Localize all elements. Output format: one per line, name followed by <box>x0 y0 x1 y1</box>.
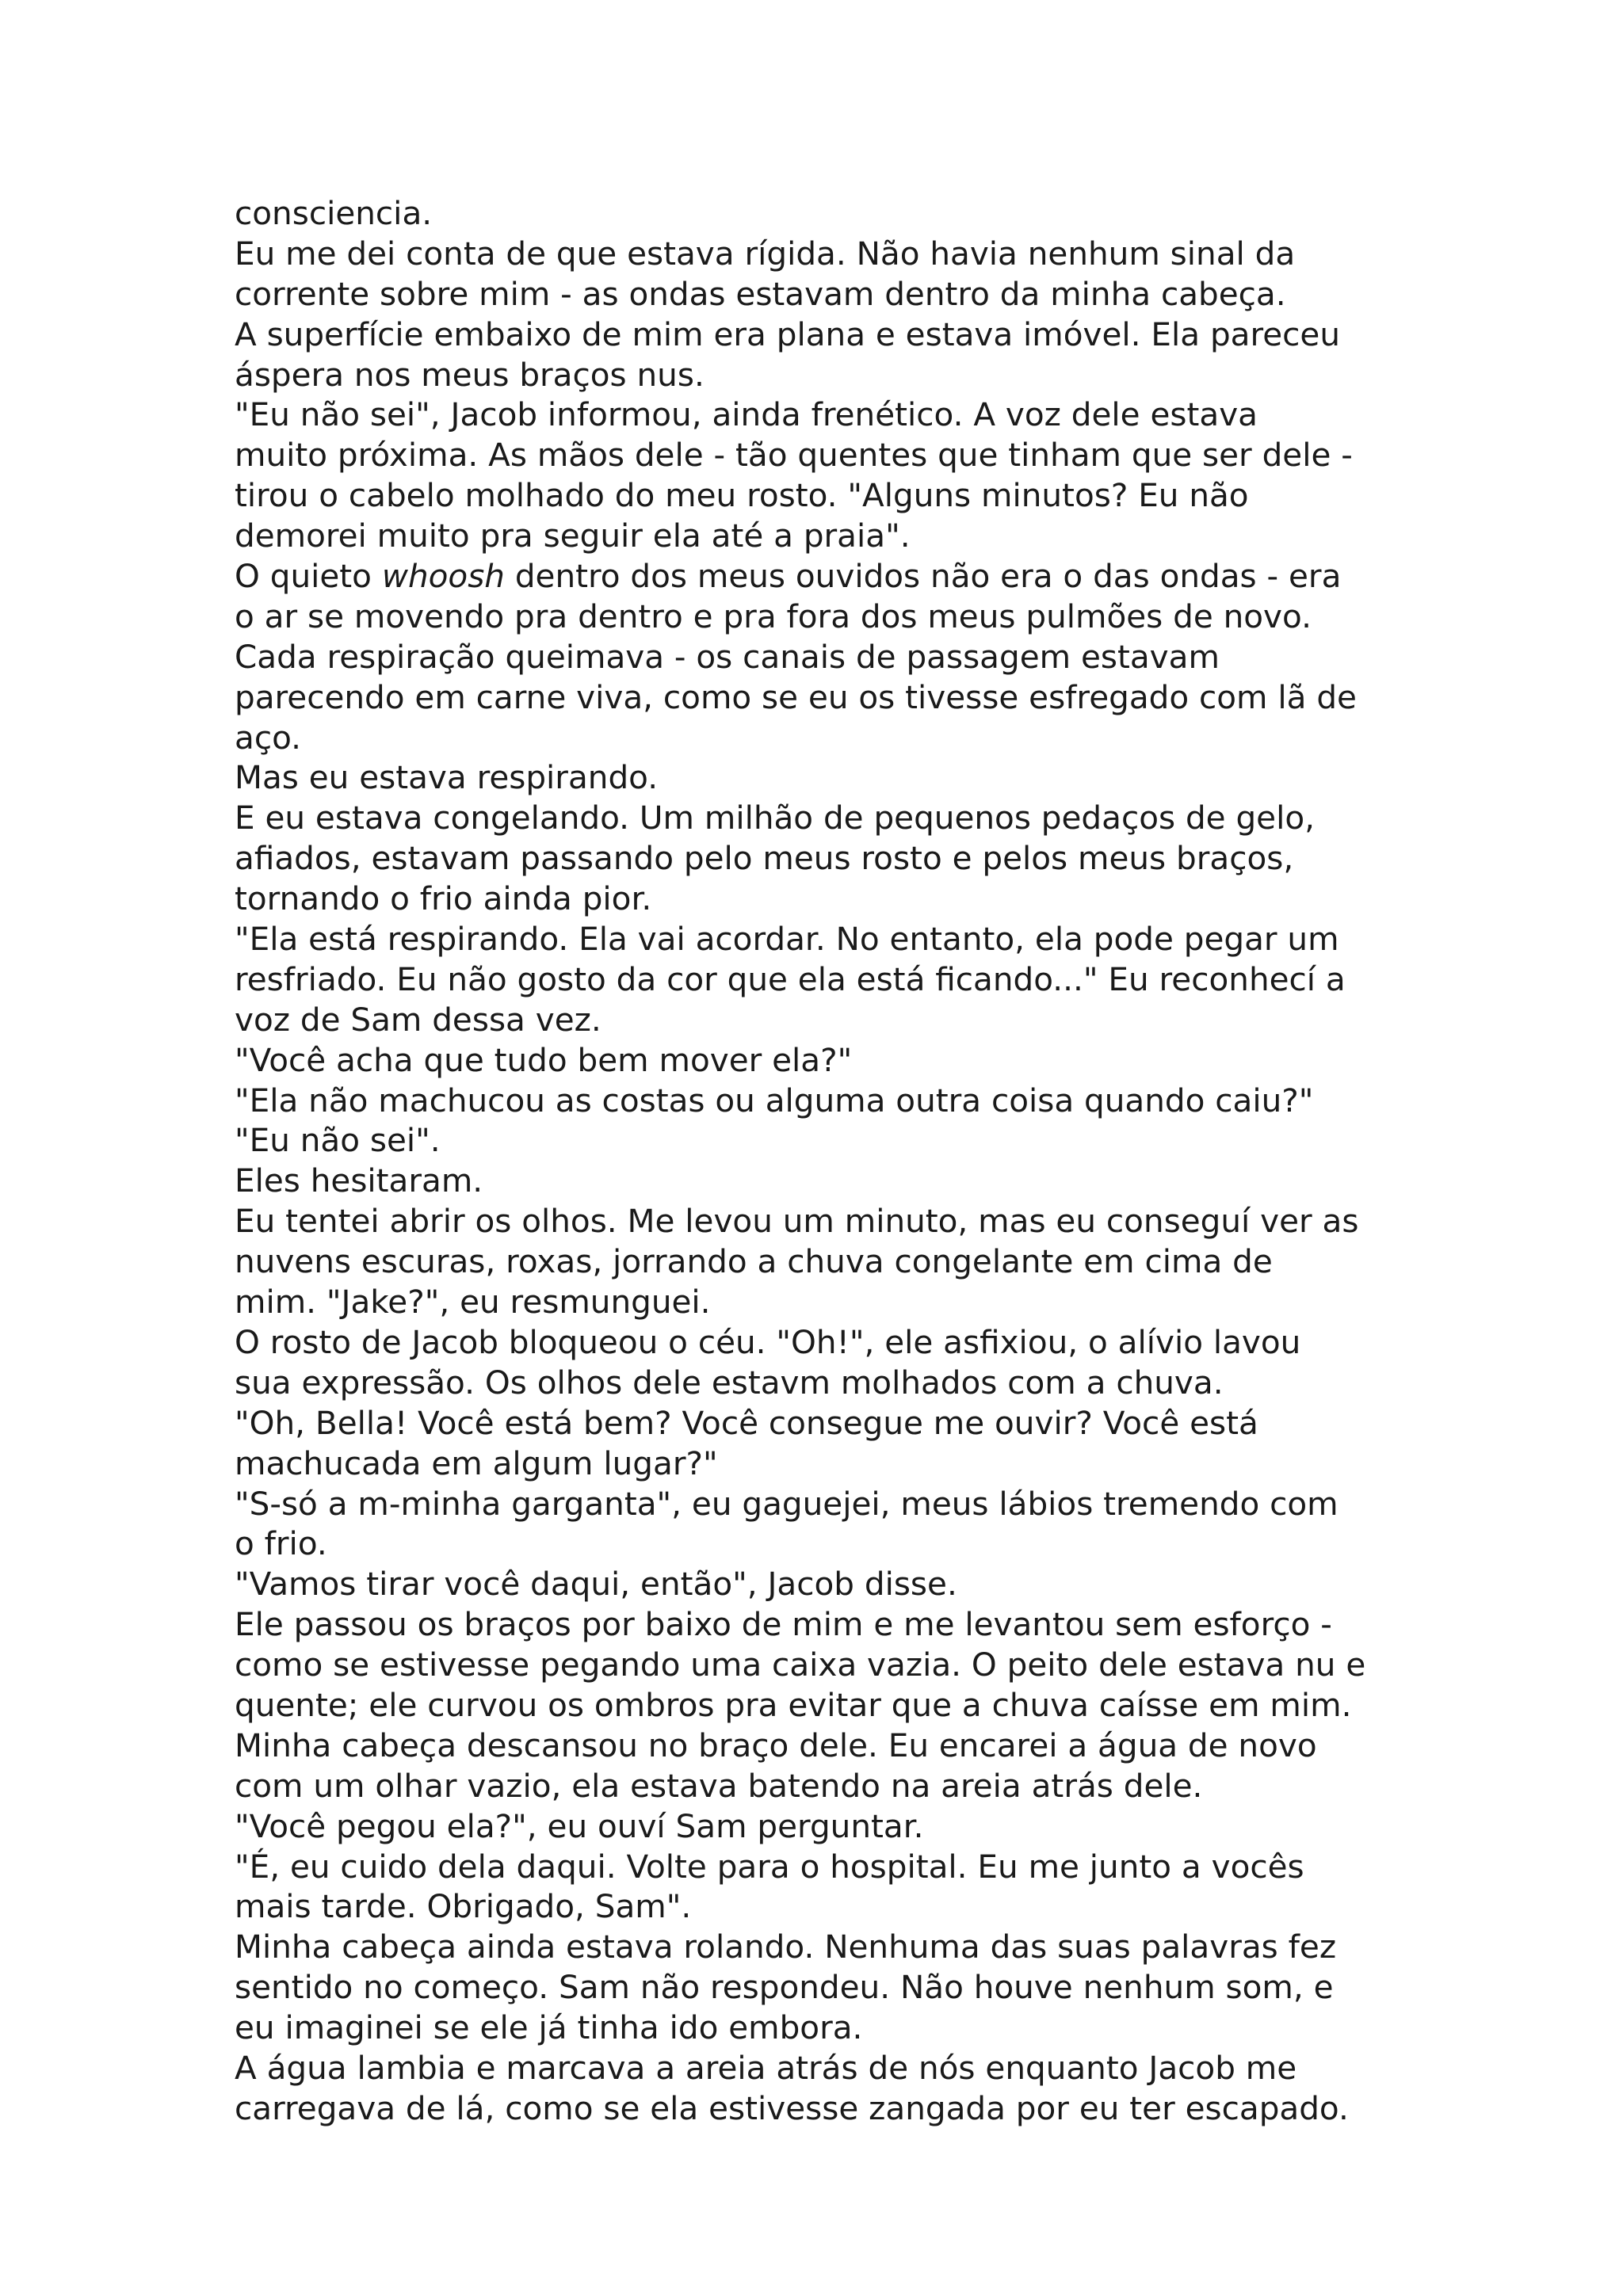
line-segment: dentro dos meus ouvidos não era o das ondas - era <box>504 557 1342 596</box>
text-line: Eu tentei abrir os olhos. Me levou um minuto, mas eu conseguí ver as <box>235 1202 1359 1241</box>
text-line: o ar se movendo pra dentro e pra fora dos meus pulmões de novo. <box>235 597 1312 635</box>
text-line: "Ela está respirando. Ela vai acordar. No entanto, ela pode pegar um <box>235 920 1339 959</box>
text-line: afiados, estavam passando pelo meus rosto e pelos meus braços, <box>235 839 1294 878</box>
text-line: consciencia. <box>235 194 433 232</box>
body-text <box>235 193 1423 2129</box>
text-line: tornando o frio ainda pior. <box>235 879 652 918</box>
italic-word: whoosh <box>381 557 505 596</box>
text-line: machucada em algum lugar?" <box>235 1444 718 1482</box>
text-line: "É, eu cuido dela daqui. Volte para o hospital. Eu me junto a vocês <box>235 1847 1304 1886</box>
text-line: resfriado. Eu não gosto da cor que ela está ficando..." Eu reconhecí a <box>235 959 1346 998</box>
text-line: carregava de lá, como se ela estivesse zangada por eu ter escapado. <box>235 2088 1349 2127</box>
text-line: Cada respiração queimava - os canais de passagem estavam <box>235 637 1220 676</box>
text-line: mim. "Jake?", eu resmunguei. <box>235 1283 711 1322</box>
text-line: "Eu não sei". <box>235 1121 441 1160</box>
text-line: tirou o cabelo molhado do meu rosto. "Alguns minutos? Eu não <box>235 476 1249 515</box>
text-line: "Você pegou ela?", eu ouví Sam perguntar. <box>235 1806 924 1845</box>
text-line: aço. <box>235 718 302 757</box>
text-line-with-italic <box>235 556 1423 597</box>
text-line: como se estivesse pegando uma caixa vazia. O peito dele estava nu e <box>235 1646 1366 1684</box>
text-line: E eu estava congelando. Um milhão de pequenos pedaços de gelo, <box>235 799 1315 837</box>
text-line: A água lambia e marcava a areia atrás de nós enquanto Jacob me <box>235 2048 1297 2087</box>
text-line: com um olhar vazio, ela estava batendo na areia atrás dele. <box>235 1766 1203 1805</box>
text-line: Eles hesitaram. <box>235 1161 483 1200</box>
text-line: "Eu não sei", Jacob informou, ainda frenético. A voz dele estava <box>235 395 1258 434</box>
text-line: demorei muito pra seguir ela até a praia". <box>235 517 911 555</box>
text-line: Mas eu estava respirando. <box>235 758 659 797</box>
text-line: O rosto de Jacob bloqueou o céu. "Oh!", ele asfixiou, o alívio lavou <box>235 1322 1301 1361</box>
text-line: Ele passou os braços por baixo de mim e me levantou sem esforço - <box>235 1605 1332 1644</box>
text-line: "Ela não machucou as costas ou alguma outra coisa quando caiu?" <box>235 1081 1314 1119</box>
text-line: "Vamos tirar você daqui, então", Jacob disse. <box>235 1565 957 1604</box>
text-line: "Oh, Bella! Você está bem? Você consegue me ouvir? Você está <box>235 1403 1258 1442</box>
text-line: Minha cabeça ainda estava rolando. Nenhuma das suas palavras fez <box>235 1928 1337 1966</box>
text-line: quente; ele curvou os ombros pra evitar que a chuva caísse em mim. <box>235 1685 1352 1724</box>
text-line: eu imaginei se ele já tinha ido embora. <box>235 2008 863 2047</box>
text-line: nuvens escuras, roxas, jorrando a chuva congelante em cima de <box>235 1242 1273 1281</box>
text-line: parecendo em carne viva, como se eu os tivesse esfregado com lã de <box>235 677 1357 716</box>
text-line: voz de Sam dessa vez. <box>235 1000 601 1039</box>
text-line: mais tarde. Obrigado, Sam". <box>235 1887 692 1926</box>
text-line: A superfície embaixo de mim era plana e estava imóvel. Ela pareceu <box>235 315 1341 353</box>
text-line: "Você acha que tudo bem mover ela?" <box>235 1040 853 1079</box>
text-line: o frio. <box>235 1524 327 1563</box>
text-line: Eu me dei conta de que estava rígida. Não havia nenhum sinal da <box>235 234 1296 273</box>
text-line: áspera nos meus braços nus. <box>235 355 705 394</box>
text-line: Minha cabeça descansou no braço dele. Eu encarei a água de novo <box>235 1726 1317 1764</box>
line-segment: O quieto <box>235 557 382 596</box>
text-line: sentido no começo. Sam não respondeu. Não houve nenhum som, e <box>235 1968 1334 2007</box>
text-line: corrente sobre mim - as ondas estavam dentro da minha cabeça. <box>235 274 1286 313</box>
text-line: sua expressão. Os olhos dele estavm molhados com a chuva. <box>235 1363 1224 1402</box>
text-line: "S-só a m-minha garganta", eu gaguejei, meus lábios tremendo com <box>235 1484 1338 1523</box>
text-line: muito próxima. As mãos dele - tão quentes que tinham que ser dele - <box>235 436 1353 475</box>
